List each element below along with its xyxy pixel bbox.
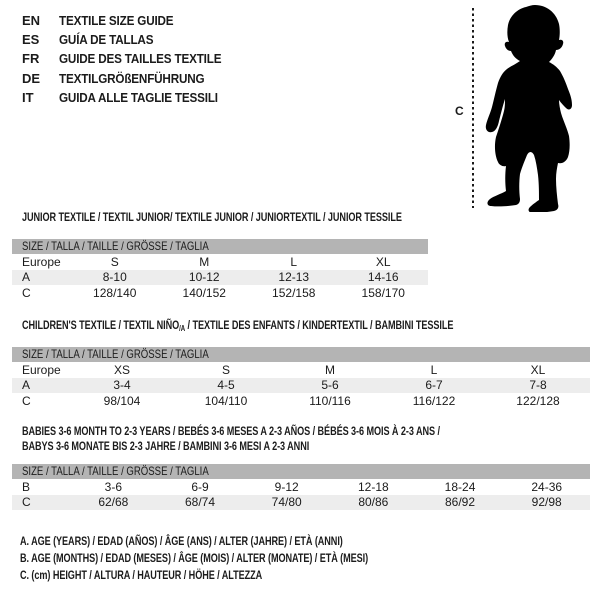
table-title — [22, 210, 428, 225]
measure-c-label: C — [455, 104, 464, 118]
size-value-cell: 98/104 — [103, 393, 141, 408]
language-code: IT — [22, 89, 34, 105]
row-label: B — [22, 479, 31, 494]
size-header-bar — [12, 239, 428, 254]
size-value-cell: 18-24 — [444, 479, 476, 494]
size-value-cell: 10-12 — [188, 270, 220, 285]
table-row — [12, 362, 590, 378]
children-size-table — [12, 318, 590, 409]
size-value-cell: 80/86 — [358, 495, 389, 510]
size-value-cell: 5-6 — [321, 378, 339, 393]
table-row — [12, 270, 428, 286]
language-title: GUIDE DES TAILLES TEXTILE — [59, 51, 222, 67]
size-value-cell: M — [325, 362, 335, 377]
size-value-cell: S — [221, 362, 230, 377]
size-header-bar — [12, 347, 590, 362]
size-value-cell: M — [199, 254, 210, 269]
size-header-text: SIZE / TALLA / TAILLE / GRÖSSE / TAGLIA — [22, 239, 209, 253]
footnote-line — [20, 567, 478, 584]
footnote-line — [20, 533, 478, 550]
table-title-line — [22, 210, 428, 225]
height-measure-dotted-line — [472, 8, 474, 208]
language-code: ES — [22, 32, 40, 48]
language-row — [22, 30, 239, 49]
language-code: DE — [22, 70, 41, 86]
table-row — [12, 479, 590, 495]
size-value-cell: 158/170 — [361, 285, 405, 300]
language-title-list — [22, 11, 239, 107]
language-row — [22, 88, 239, 107]
size-value-cell: 128/140 — [93, 285, 137, 300]
table-title-segment: CHILDREN'S TEXTILE / TEXTIL NIÑO — [22, 318, 180, 332]
size-value-cell: 3-4 — [113, 378, 131, 393]
size-value-cell: 110/116 — [309, 393, 351, 408]
language-code: EN — [22, 13, 41, 29]
table-title-line — [22, 318, 590, 333]
size-header-text: SIZE / TALLA / TAILLE / GRÖSSE / TAGLIA — [22, 464, 209, 478]
footnote-text: C. (cm) HEIGHT / ALTURA / HAUTEUR / HÖHE / ALTEZZA — [20, 568, 263, 582]
table-title — [22, 424, 590, 454]
row-label: C — [22, 285, 31, 300]
size-value-cell: 3-6 — [104, 479, 122, 494]
babies-size-table — [12, 424, 590, 510]
table-rows — [12, 362, 590, 409]
table-row — [12, 285, 428, 301]
table-title-text — [22, 318, 453, 336]
size-value-cell: L — [430, 362, 438, 377]
language-title: TEXTILE SIZE GUIDE — [59, 13, 174, 29]
row-label: C — [22, 393, 31, 408]
size-value-cell: 6-9 — [191, 479, 209, 494]
table-title-segment: / TEXTILE DES ENFANTS / KINDERTEXTIL / BAMBINI TESSILE — [185, 318, 454, 332]
size-value-cell: 122/128 — [516, 393, 560, 408]
table-title-line — [22, 424, 590, 439]
size-header-bar — [12, 464, 590, 479]
size-value-cell: 68/74 — [184, 495, 216, 510]
table-title-segment: BABIES 3-6 MONTH TO 2-3 YEARS / BEBÉS 3-6 MESES A 2-3 AÑOS / BÉBÉS 3-6 MOIS À 2-3 ANS / — [22, 424, 440, 438]
language-title: GUIDA ALLE TAGLIE TESSILI — [59, 89, 218, 105]
size-value-cell: 116/122 — [412, 393, 456, 408]
junior-size-table — [12, 210, 428, 301]
table-row — [12, 254, 428, 270]
language-title: GUÍA DE TALLAS — [59, 32, 154, 48]
language-title: TEXTILGRÖßENFÜHRUNG — [59, 70, 205, 86]
table-title-text — [22, 210, 402, 225]
row-label: Europe — [22, 254, 61, 269]
size-value-cell: XL — [530, 362, 546, 377]
table-rows — [12, 254, 428, 301]
size-value-cell: 74/80 — [271, 495, 302, 510]
table-title-text — [22, 424, 440, 439]
size-value-cell: 152/158 — [272, 285, 316, 300]
table-title-line — [22, 439, 590, 454]
row-label: A — [22, 270, 31, 285]
size-value-cell: L — [290, 254, 298, 269]
footnote-line — [20, 550, 478, 567]
size-value-cell: 104/110 — [204, 393, 248, 408]
size-value-cell: 92/98 — [531, 495, 562, 510]
size-value-cell: 86/92 — [445, 495, 476, 510]
table-title-text — [22, 439, 309, 454]
size-value-cell: XL — [375, 254, 391, 269]
baby-silhouette-icon — [481, 4, 589, 212]
language-row — [22, 49, 239, 68]
size-value-cell: XS — [113, 362, 130, 377]
size-value-cell: 6-7 — [425, 378, 443, 393]
table-row — [12, 378, 590, 394]
table-title-segment: JUNIOR TEXTILE / TEXTIL JUNIOR/ TEXTILE JUNIOR / JUNIORTEXTIL / JUNIOR TESSILE — [22, 210, 402, 224]
language-code: FR — [22, 51, 40, 67]
size-value-cell: 62/68 — [98, 495, 129, 510]
size-value-cell: S — [110, 254, 119, 269]
size-value-cell: 8-10 — [102, 270, 127, 285]
footnote-text: A. AGE (YEARS) / EDAD (AÑOS) / ÂGE (ANS) / ALTER (JAHRE) / ETÀ (ANNI) — [20, 534, 343, 548]
size-header-text: SIZE / TALLA / TAILLE / GRÖSSE / TAGLIA — [22, 347, 209, 361]
table-rows — [12, 479, 590, 510]
table-row — [12, 393, 590, 409]
language-row — [22, 69, 239, 88]
table-title — [22, 318, 590, 333]
table-row — [12, 495, 590, 511]
footnote-text: B. AGE (MONTHS) / EDAD (MESES) / ÂGE (MOIS) / ALTER (MONATE) / ETÀ (MESI) — [20, 551, 369, 565]
size-value-cell: 7-8 — [529, 378, 547, 393]
size-value-cell: 14-16 — [367, 270, 399, 285]
row-label: C — [22, 495, 31, 510]
size-value-cell: 4-5 — [217, 378, 235, 393]
table-title-segment: BABYS 3-6 MONATE BIS 2-3 JAHRE / BAMBINI 3-6 MESI A 2-3 ANNI — [22, 439, 310, 453]
size-value-cell: 12-18 — [358, 479, 389, 494]
table-title-segment: /A — [179, 324, 186, 333]
size-value-cell: 24-36 — [531, 479, 563, 494]
size-value-cell: 12-13 — [278, 270, 310, 285]
size-value-cell: 9-12 — [274, 479, 299, 494]
footnote-list — [20, 533, 478, 584]
language-row — [22, 11, 239, 30]
row-label: A — [22, 378, 31, 393]
size-value-cell: 140/152 — [182, 285, 226, 300]
row-label: Europe — [22, 362, 61, 377]
